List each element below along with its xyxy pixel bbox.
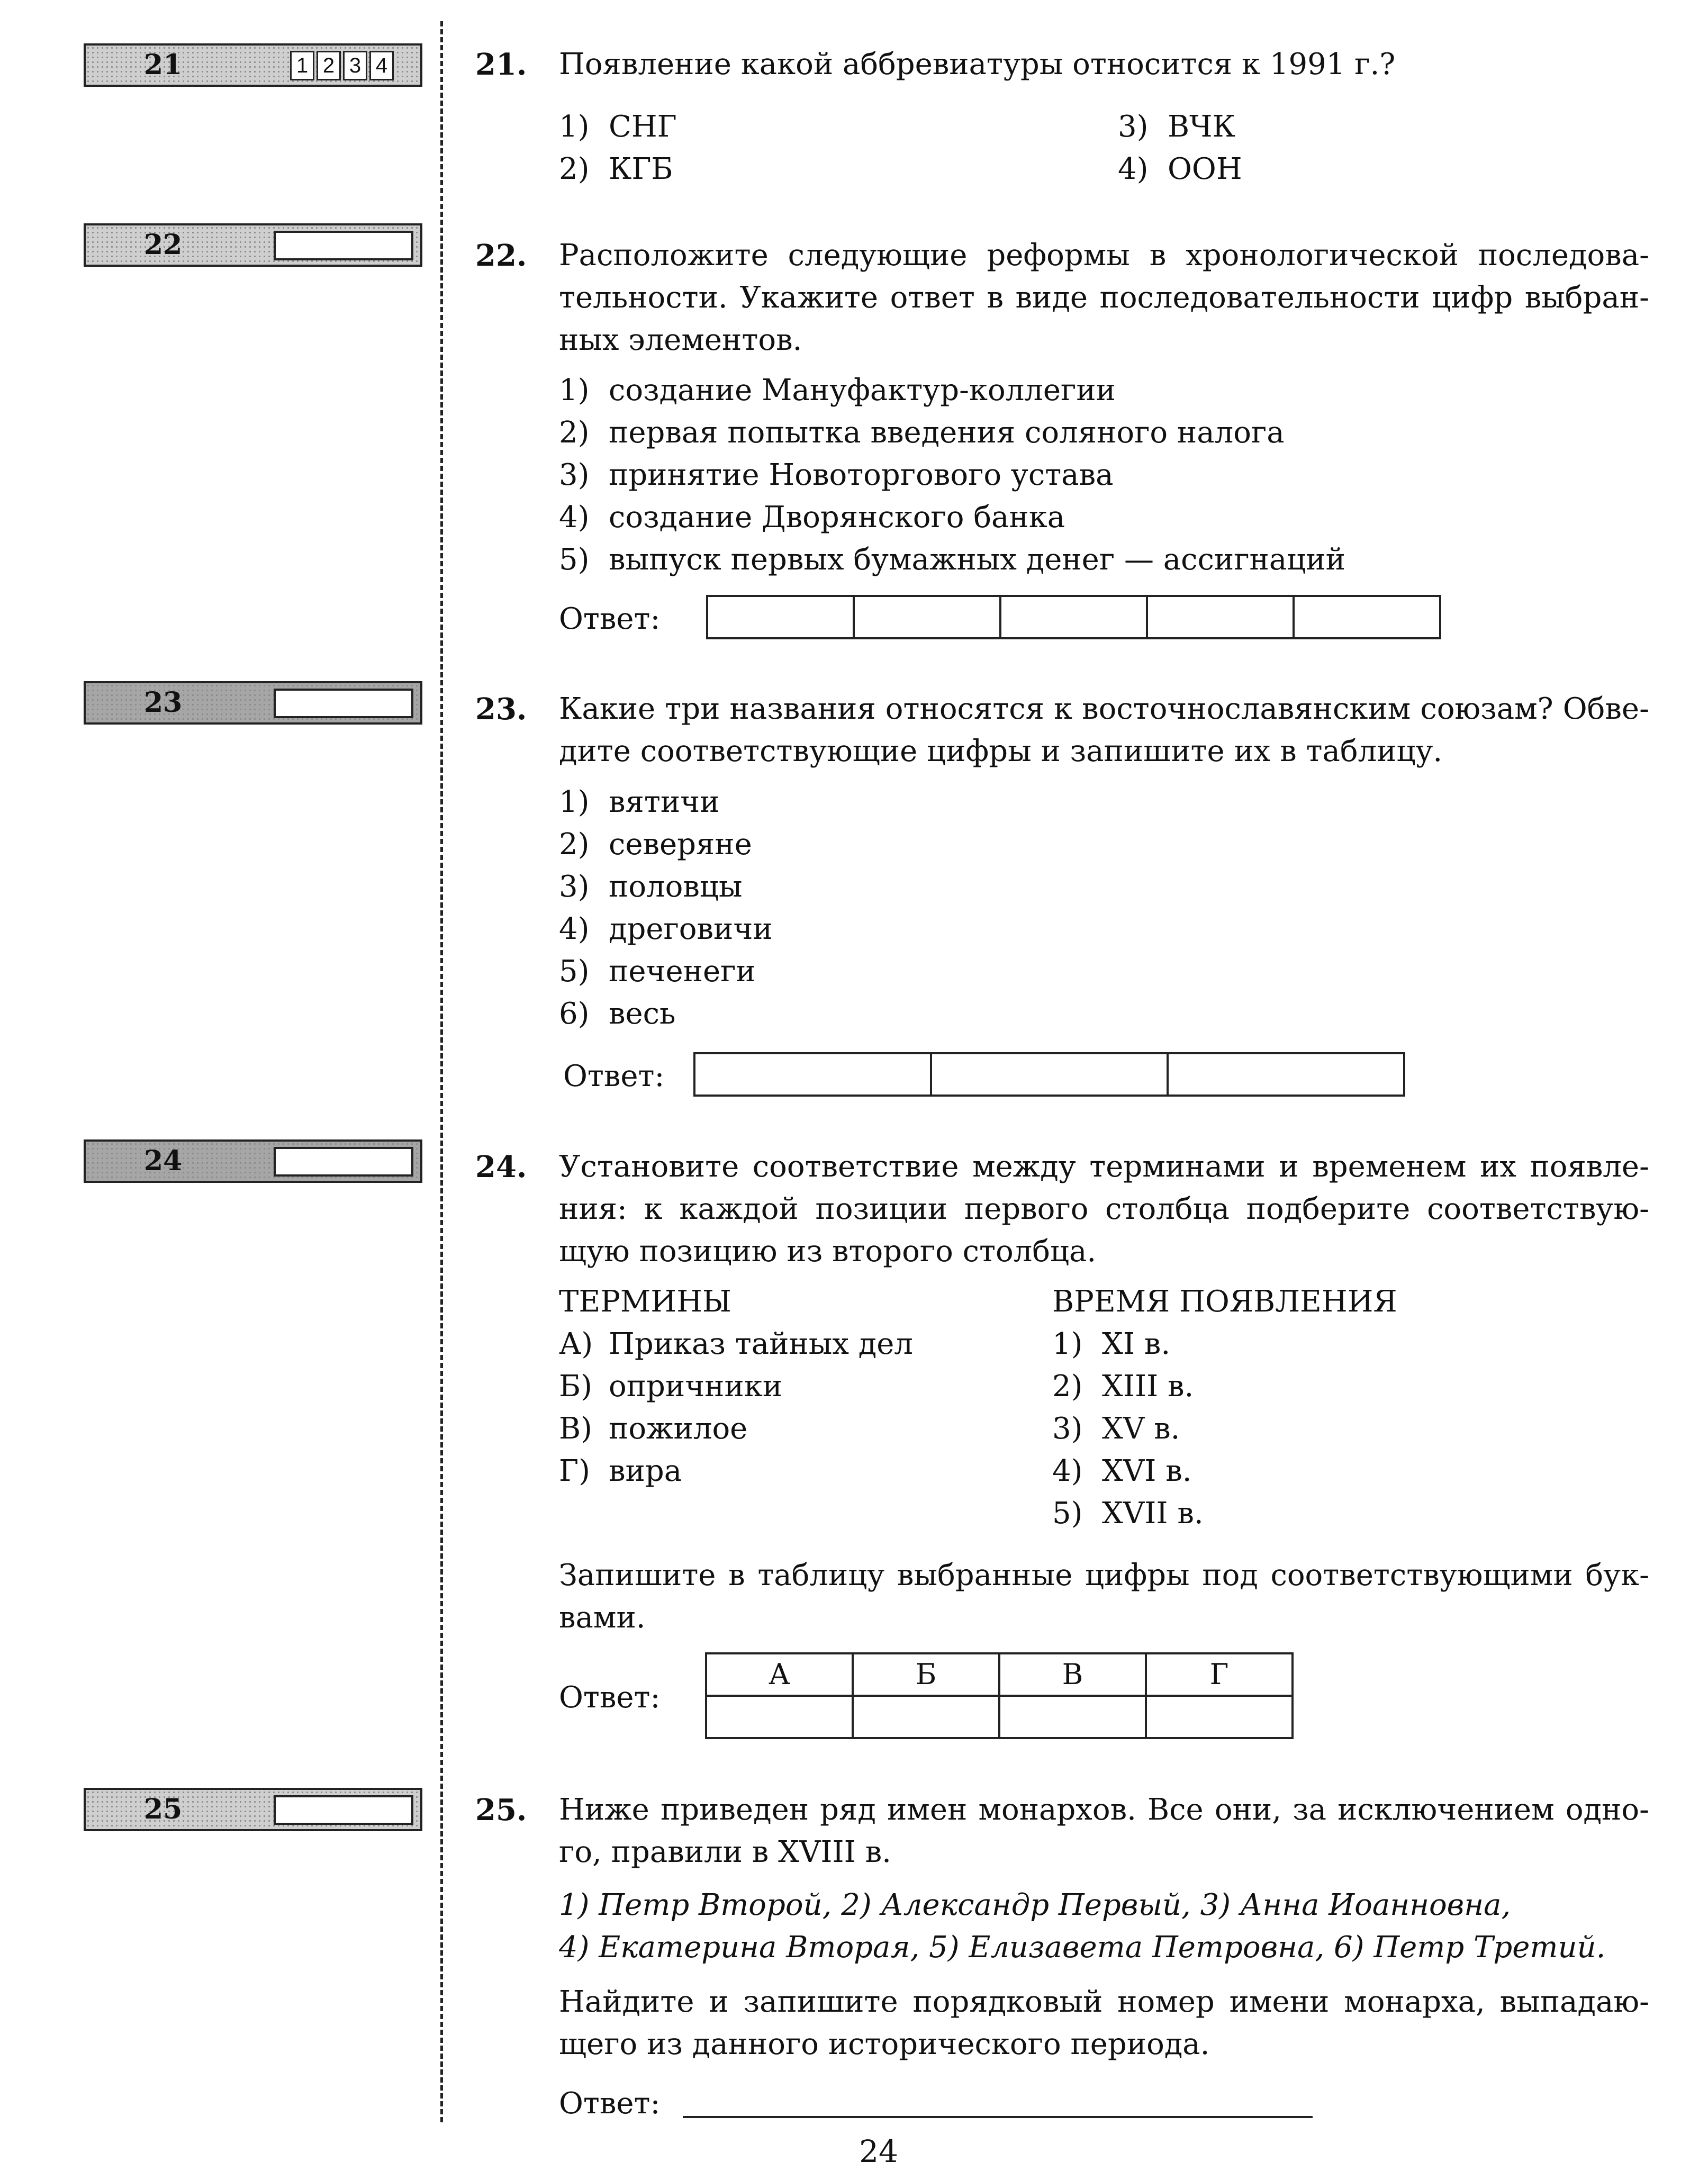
margin-tab-number: 25 [144, 1793, 183, 1825]
margin-answer-box[interactable] [274, 1147, 413, 1177]
time-option-4: 4) XVI в. [1052, 1454, 1192, 1488]
margin-tab-25 [84, 1788, 422, 1831]
option-22-2: 2) первая попытка введения соляного налога [559, 415, 1285, 450]
task-text-25-line-2: щего из данного исторического периода. [559, 2027, 1210, 2061]
answer-table-24 [705, 1652, 1294, 1739]
time-column-header: ВРЕМЯ ПОЯВЛЕНИЯ [1052, 1285, 1397, 1319]
answer-line-25[interactable] [683, 2116, 1313, 2118]
answer-label-23: Ответ: [563, 1059, 665, 1093]
margin-tab-24 [84, 1139, 422, 1183]
option-22-5: 5) выпуск первых бумажных денег — ассигнаций [559, 542, 1345, 577]
answer-label-24: Ответ: [559, 1680, 661, 1715]
answer-table-22 [706, 595, 1441, 639]
time-option-2: 2) XIII в. [1052, 1369, 1194, 1404]
question-number-25: 25. [475, 1793, 527, 1828]
choice-box-1[interactable]: 1 [290, 51, 314, 80]
answer-cell[interactable] [854, 596, 1000, 638]
option-23-3: 3) половцы [559, 870, 743, 904]
margin-tab-21 [84, 43, 422, 87]
choice-box-2[interactable]: 2 [317, 51, 341, 80]
margin-tab-number: 21 [144, 49, 183, 81]
question-number-24: 24. [475, 1150, 527, 1184]
term-g: Г) вира [559, 1454, 682, 1488]
table-header-a: А [706, 1653, 853, 1696]
question-text-21: Появление какой аббревиатуры относится к 1991 г.? [559, 47, 1396, 82]
question-number-21: 21. [475, 47, 527, 82]
term-a: А) Приказ тайных дел [559, 1327, 913, 1361]
option-23-4: 4) дреговичи [559, 912, 773, 946]
margin-tab-22 [84, 223, 422, 267]
answer-cell[interactable] [1146, 1696, 1293, 1738]
task-text-25-line-1: Найдите и запишите порядковый номер имени монарха, выпадаю- [559, 1985, 1649, 2019]
instruction-24-line-1: Запишите в таблицу выбранные цифры под соответствующими бук- [559, 1558, 1649, 1593]
question-text-22-line-2: тельности. Укажите ответ в виде последовательности цифр выбран- [559, 281, 1649, 315]
answer-cell[interactable] [707, 596, 854, 638]
option-21-1: 1) СНГ [559, 110, 677, 144]
margin-tab-number: 24 [144, 1145, 183, 1177]
answer-cell[interactable] [931, 1053, 1168, 1096]
answer-cell[interactable] [694, 1053, 931, 1096]
margin-tab-number: 22 [144, 229, 183, 261]
instruction-24-line-2: вами. [559, 1600, 646, 1635]
option-23-5: 5) печенеги [559, 954, 756, 989]
question-text-24-line-1: Установите соответствие между терминами и временем их появле- [559, 1150, 1649, 1184]
question-text-23-line-2: дите соответствующие цифры и запишите их в таблицу. [559, 734, 1443, 768]
margin-answer-box[interactable] [274, 1795, 413, 1825]
monarch-names-line-2: 4) Екатерина Вторая, 5) Елизавета Петровна, 6) Петр Третий. [559, 1930, 1606, 1965]
answer-cell[interactable] [1168, 1053, 1404, 1096]
option-23-1: 1) вятичи [559, 785, 720, 819]
time-option-5: 5) XVII в. [1052, 1496, 1204, 1531]
cut-line-divider [440, 21, 443, 2122]
question-text-24-line-3: щую позицию из второго столбца. [559, 1234, 1097, 1269]
option-22-1: 1) создание Мануфактур-коллегии [559, 373, 1116, 408]
option-23-6: 6) весь [559, 997, 676, 1031]
question-text-22-line-3: ных элементов. [559, 323, 802, 357]
option-23-2: 2) северяне [559, 827, 752, 862]
question-number-23: 23. [475, 692, 527, 727]
table-header-v: В [999, 1653, 1146, 1696]
page-number: 24 [859, 2133, 898, 2169]
answer-cell[interactable] [706, 1696, 853, 1738]
question-text-24-line-2: ния: к каждой позиции первого столбца подберите соответствую- [559, 1192, 1649, 1226]
margin-answer-box[interactable] [274, 231, 413, 260]
term-v: В) пожилое [559, 1412, 748, 1446]
table-header-b: Б [853, 1653, 999, 1696]
term-b: Б) опричники [559, 1369, 783, 1404]
margin-tab-number: 23 [144, 686, 183, 719]
option-21-2: 2) КГБ [559, 152, 673, 186]
question-number-22: 22. [475, 238, 527, 273]
time-option-1: 1) XI в. [1052, 1327, 1171, 1361]
answer-table-23 [693, 1052, 1405, 1097]
answer-cell[interactable] [1294, 596, 1440, 638]
choice-box-3[interactable]: 3 [343, 51, 367, 80]
answer-cell[interactable] [1000, 596, 1147, 638]
option-21-4: 4) ООН [1118, 152, 1242, 186]
time-option-3: 3) XV в. [1052, 1412, 1180, 1446]
answer-cell[interactable] [1147, 596, 1294, 638]
table-header-g: Г [1146, 1653, 1293, 1696]
choice-box-4[interactable]: 4 [369, 51, 394, 80]
question-text-25-line-2: го, правили в XVIII в. [559, 1835, 891, 1869]
answer-cell[interactable] [999, 1696, 1146, 1738]
question-text-22-line-1: Расположите следующие реформы в хронологической последова- [559, 238, 1649, 273]
option-21-3: 3) ВЧК [1118, 110, 1235, 144]
margin-tab-23 [84, 681, 422, 725]
monarch-names-line-1: 1) Петр Второй, 2) Александр Первый, 3) Анна Иоанновна, [559, 1888, 1511, 1922]
option-22-4: 4) создание Дворянского банка [559, 500, 1065, 535]
terms-column-header: ТЕРМИНЫ [559, 1285, 732, 1319]
margin-answer-box[interactable] [274, 689, 413, 718]
option-22-3: 3) принятие Новоторгового устава [559, 458, 1114, 492]
question-text-25-line-1: Ниже приведен ряд имен монархов. Все они, за исключением одно- [559, 1793, 1649, 1827]
answer-label-25: Ответ: [559, 2086, 661, 2121]
question-text-23-line-1: Какие три названия относятся к восточнославянским союзам? Обве- [559, 692, 1649, 726]
answer-cell[interactable] [853, 1696, 999, 1738]
answer-label-22: Ответ: [559, 602, 661, 636]
